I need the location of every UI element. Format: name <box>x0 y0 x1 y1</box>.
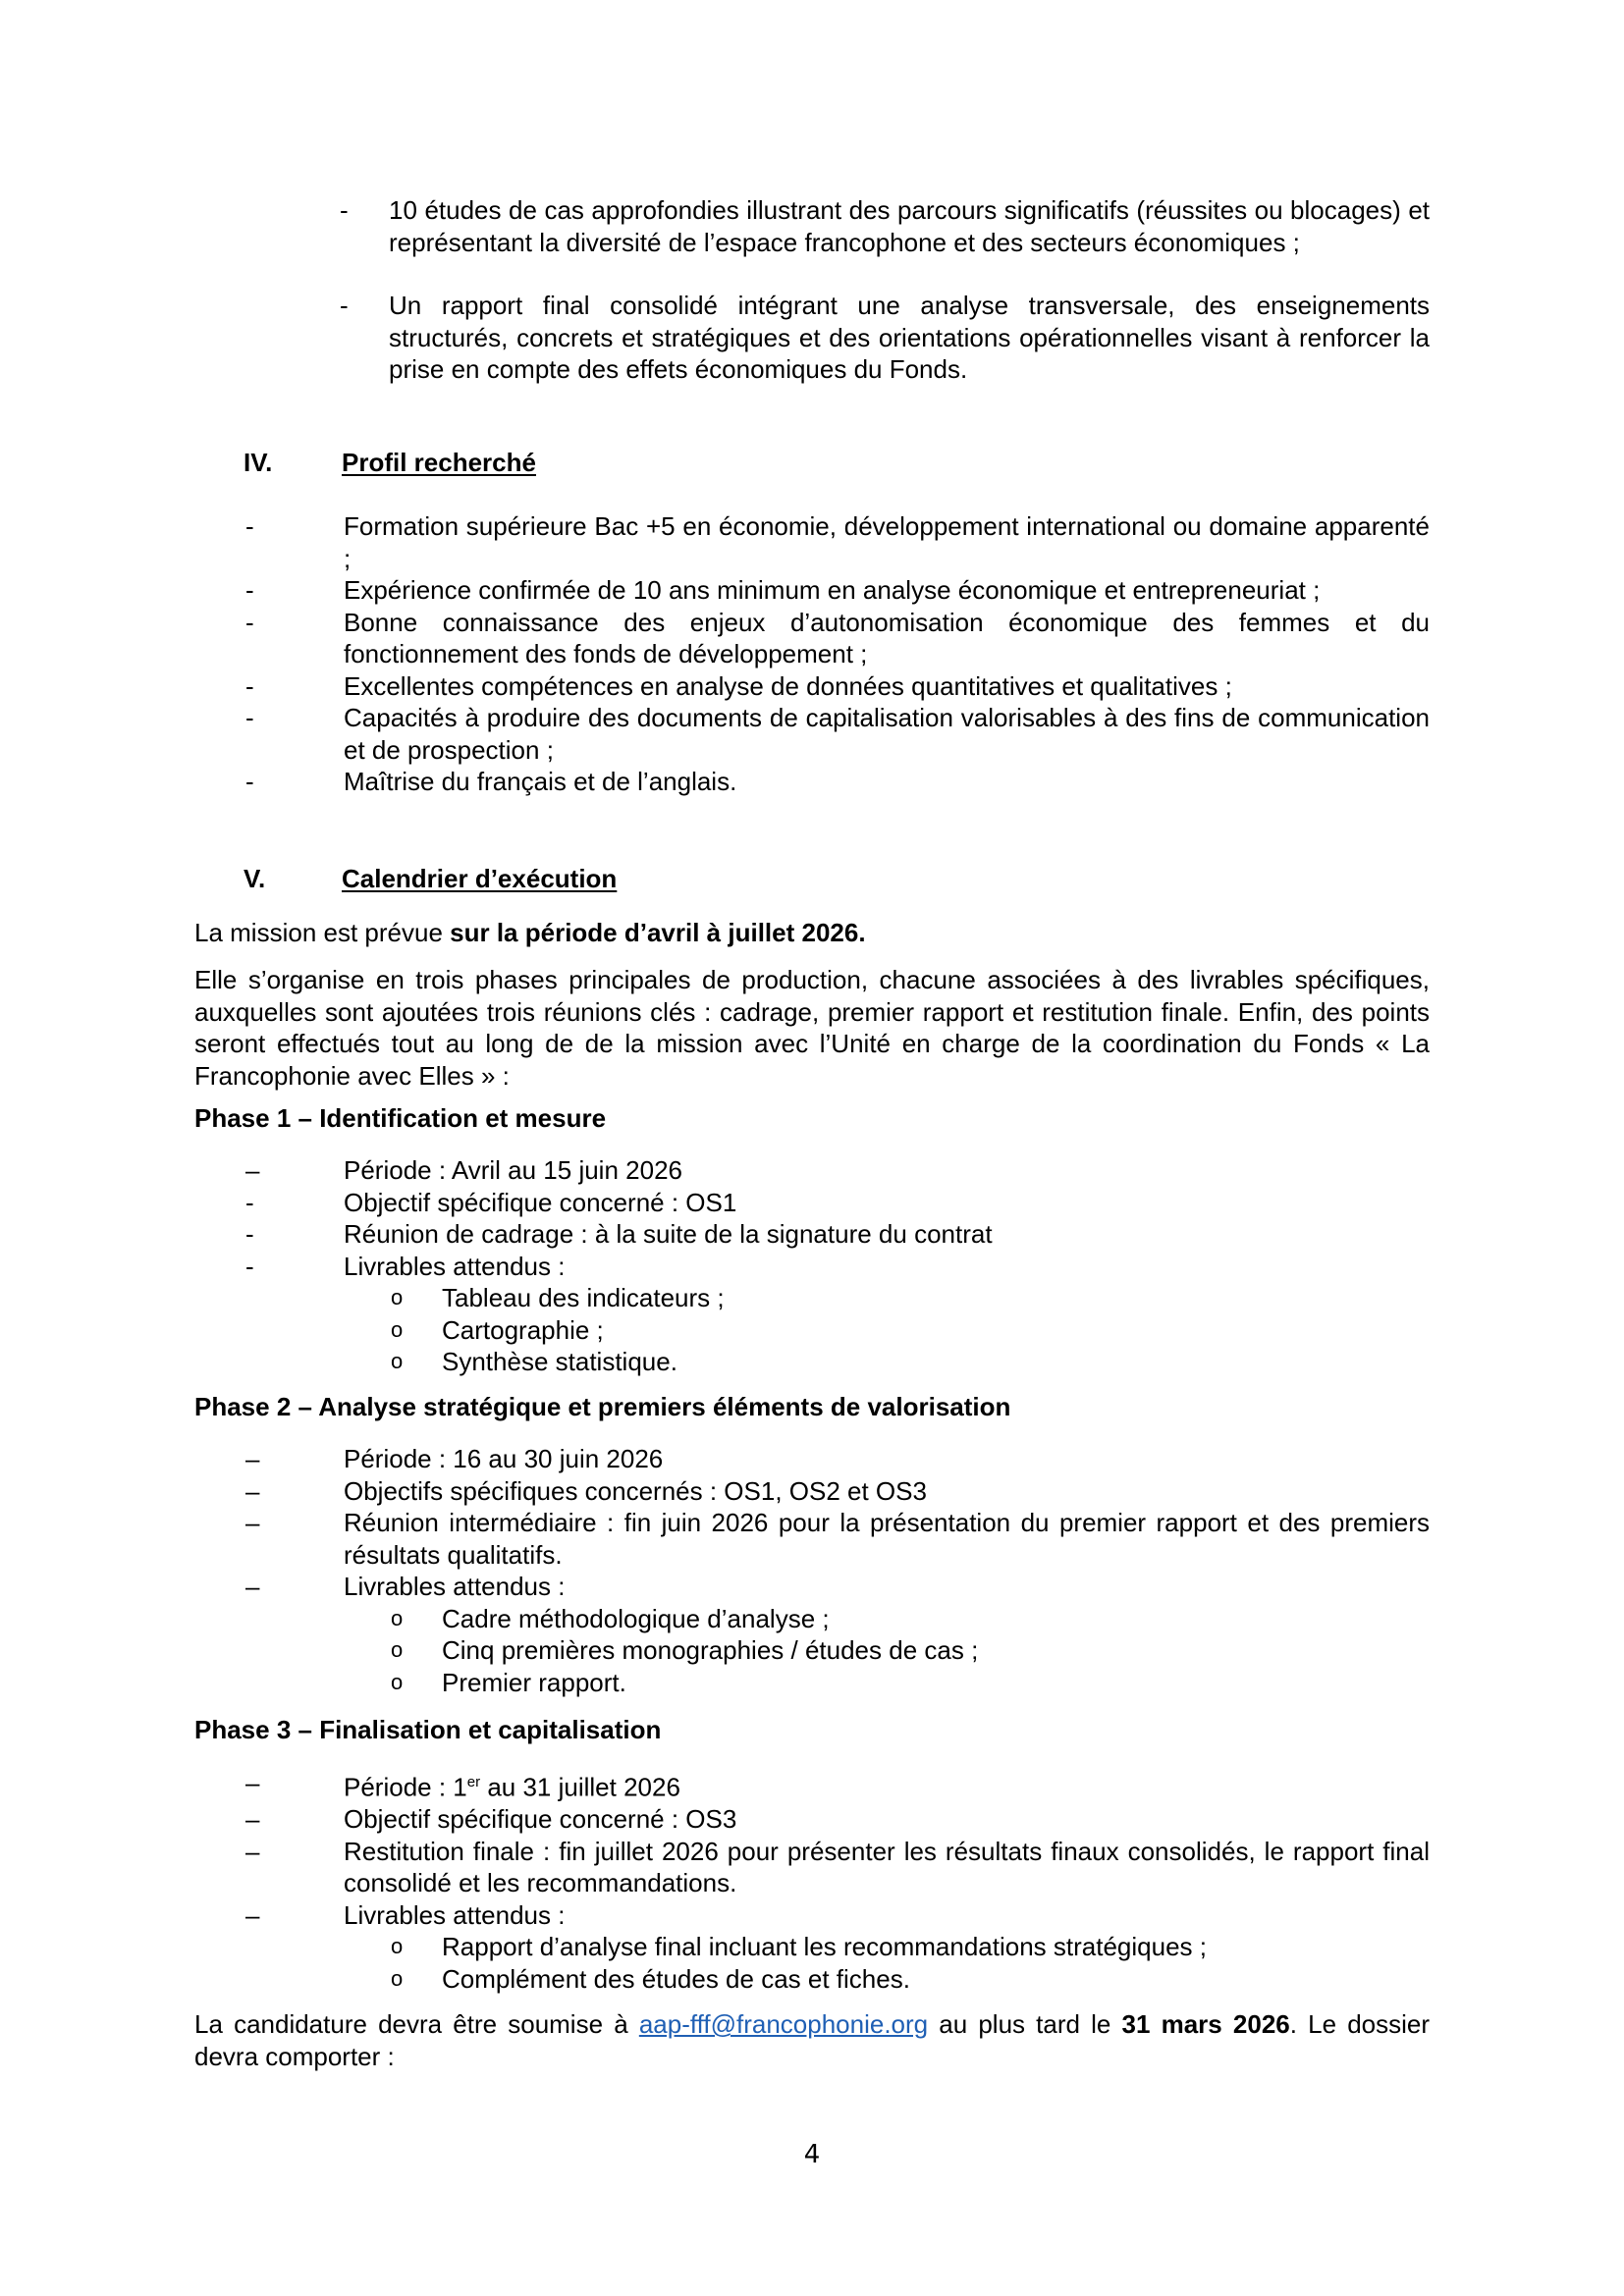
list-item-text: Capacités à produire des documents de capitalisation valorisables à des fins de communication et de prospection ; <box>344 703 1430 765</box>
section-number: IV. <box>244 448 273 477</box>
circle-bullet-icon: o <box>391 1637 404 1662</box>
list-item-text: Expérience confirmée de 10 ans minimum en analyse économique et entrepreneuriat ; <box>344 575 1321 605</box>
profile-requirements-list <box>245 510 1430 798</box>
list-item-text: Livrables attendus : <box>344 1899 566 1930</box>
phase-2-title: Phase 2 – Analyse stratégique et premiers éléments de valorisation <box>194 1392 1011 1421</box>
list-item <box>245 1571 1430 1603</box>
list-item-text: Bonne connaissance des enjeux d’autonomisation économique des femmes et du fonctionnement des fonds de développement ; <box>344 607 1430 668</box>
submission-paragraph <box>194 2008 1430 2072</box>
list-item <box>245 766 1430 798</box>
dash-bullet-icon: - <box>340 291 349 320</box>
superscript-er: er <box>466 1774 481 1790</box>
closing-text: . Le dossier devra comporter : <box>194 2009 1431 2071</box>
list-item-text: Excellentes compétences en analyse de données quantitatives et qualitatives ; <box>344 670 1232 701</box>
deliverable-text: Cartographie ; <box>442 1314 604 1345</box>
section-number: V. <box>244 864 266 893</box>
deliverable-item <box>245 1346 1430 1378</box>
dash-bullet-icon: - <box>245 1251 254 1281</box>
page-number: 4 <box>803 2140 821 2169</box>
deliverable-text: Cadre méthodologique d’analyse ; <box>442 1603 830 1633</box>
list-item-text: Livrables attendus : <box>344 1251 566 1281</box>
list-item-text: Objectifs spécifiques concernés : OS1, OS2 et OS3 <box>344 1475 927 1506</box>
list-item <box>245 1218 1430 1251</box>
deliverable-text: Cinq premières monographies / études de cas ; <box>442 1635 979 1665</box>
dash-bullet-icon: – <box>245 1768 260 1797</box>
list-item-text: Maîtrise du français et de l’anglais. <box>344 767 737 796</box>
closing-text: La candidature devra être soumise à <box>194 2009 639 2039</box>
dash-bullet-icon: – <box>245 1899 260 1930</box>
list-item <box>245 1767 1430 1803</box>
list-item-text: 10 études de cas approfondies illustrant des parcours significatifs (réussites ou blocages) et représentant la diversité de l’espace francophone et des secteurs économiques ; <box>389 195 1430 257</box>
list-item <box>245 1803 1430 1836</box>
list-item <box>245 1475 1430 1508</box>
list-item <box>245 1507 1430 1571</box>
deliverable-text: Complément des études de cas et fiches. <box>442 1963 910 1994</box>
section-title: Profil recherché <box>342 448 536 477</box>
phase-3-list <box>245 1767 1430 1995</box>
list-item <box>245 1154 1430 1187</box>
circle-bullet-icon: o <box>391 1285 404 1309</box>
intro-text: La mission est prévue <box>194 918 451 947</box>
section-title: Calendrier d’exécution <box>342 864 618 893</box>
deliverable-text: Rapport d’analyse final incluant les recommandations stratégiques ; <box>442 1932 1207 1962</box>
deliverable-item <box>245 1963 1430 1996</box>
dash-bullet-icon: – <box>245 1804 260 1835</box>
circle-bullet-icon: o <box>391 1316 404 1342</box>
dash-bullet-icon: - <box>245 607 254 637</box>
deadline-date: 31 mars 2026 <box>1121 2009 1290 2039</box>
dash-bullet-icon: - <box>245 575 254 605</box>
list-item <box>340 290 1430 386</box>
list-item <box>245 702 1430 766</box>
deliverable-text: Tableau des indicateurs ; <box>442 1283 725 1312</box>
email-link[interactable]: aap-fff@francophonie.org <box>638 2009 929 2039</box>
list-item <box>245 1836 1430 1899</box>
dash-bullet-icon: – <box>245 1444 260 1473</box>
circle-bullet-icon: o <box>391 1934 404 1959</box>
deliverable-item <box>245 1634 1430 1667</box>
list-item-text: au 31 juillet 2026 <box>480 1772 680 1802</box>
deliverable-item <box>245 1282 1430 1314</box>
deliverables-list-continued <box>340 194 1430 386</box>
list-item <box>245 510 1430 574</box>
list-item-text: Période : 16 au 30 juin 2026 <box>344 1444 664 1473</box>
list-item-text: Objectif spécifique concerné : OS3 <box>344 1804 737 1835</box>
phase-1-title: Phase 1 – Identification et mesure <box>194 1103 607 1133</box>
list-item-text: Formation supérieure Bac +5 en économie, développement international ou domaine apparenté ; <box>344 511 1430 573</box>
dash-bullet-icon: - <box>245 511 254 541</box>
dash-bullet-icon: - <box>245 1219 254 1249</box>
list-item <box>245 574 1430 607</box>
list-item <box>340 194 1430 290</box>
list-item-text: Réunion de cadrage : à la suite de la signature du contrat <box>344 1219 993 1249</box>
closing-text: au plus tard le <box>928 2009 1122 2039</box>
dash-bullet-icon: – <box>245 1475 260 1506</box>
dash-bullet-icon: – <box>245 1836 260 1866</box>
list-item <box>245 1899 1430 1932</box>
deliverable-item <box>245 1603 1430 1635</box>
list-item-text: Restitution finale : fin juillet 2026 pour présenter les résultats finaux consolidés, le rapport final consolidé et les recommandations. <box>344 1836 1430 1898</box>
deliverable-item <box>245 1931 1430 1963</box>
list-item <box>245 1187 1430 1219</box>
circle-bullet-icon: o <box>391 1669 404 1694</box>
deliverable-text: Synthèse statistique. <box>442 1347 677 1376</box>
dash-bullet-icon: – <box>245 1572 260 1601</box>
dash-bullet-icon: - <box>245 767 254 796</box>
dash-bullet-icon: – <box>245 1508 260 1537</box>
list-item <box>245 1251 1430 1283</box>
deliverable-text: Premier rapport. <box>442 1667 626 1697</box>
deliverable-item <box>245 1667 1430 1699</box>
deliverable-item <box>245 1314 1430 1347</box>
list-item-text: Livrables attendus : <box>344 1572 566 1601</box>
dash-bullet-icon: - <box>340 195 349 225</box>
list-item-text: Objectif spécifique concerné : OS1 <box>344 1187 737 1217</box>
list-item <box>245 607 1430 670</box>
list-item-text: Période : 1 <box>344 1772 467 1802</box>
list-item-text: Réunion intermédiaire : fin juin 2026 pour la présentation du premier rapport et des premiers résultats qualitatifs. <box>344 1508 1430 1570</box>
dash-bullet-icon: – <box>245 1155 260 1185</box>
list-item-text: Période : Avril au 15 juin 2026 <box>344 1155 682 1185</box>
dash-bullet-icon: - <box>245 1187 254 1217</box>
phase-2-list <box>245 1443 1430 1698</box>
intro-bold-text: sur la période d’avril à juillet 2026. <box>450 918 866 947</box>
list-item <box>245 670 1430 703</box>
circle-bullet-icon: o <box>391 1349 404 1373</box>
circle-bullet-icon: o <box>391 1605 404 1630</box>
list-item <box>245 1443 1430 1475</box>
phase-3-title: Phase 3 – Finalisation et capitalisation <box>194 1715 662 1744</box>
circle-bullet-icon: o <box>391 1965 404 1991</box>
list-item-text: Un rapport final consolidé intégrant une analyse transversale, des enseignements structurés, concrets et stratégiques et des orientations opérationnelles visant à renforcer la prise en compte des effets économiques du Fonds. <box>389 291 1430 384</box>
mission-period-paragraph <box>194 917 1430 948</box>
phase-1-list <box>245 1154 1430 1378</box>
dash-bullet-icon: - <box>245 703 254 732</box>
phases-description-paragraph: Elle s’organise en trois phases principales de production, chacune associées à des livrables spécifiques, auxquelles sont ajoutées trois réunions clés : cadrage, premier rapport et restitution finale. Enfin, des points seront effectués tout au long de de la mission avec l’Unité en charge de la coordination du Fonds « La Francophonie avec Elles » : <box>194 965 1430 1091</box>
dash-bullet-icon: - <box>245 670 254 701</box>
